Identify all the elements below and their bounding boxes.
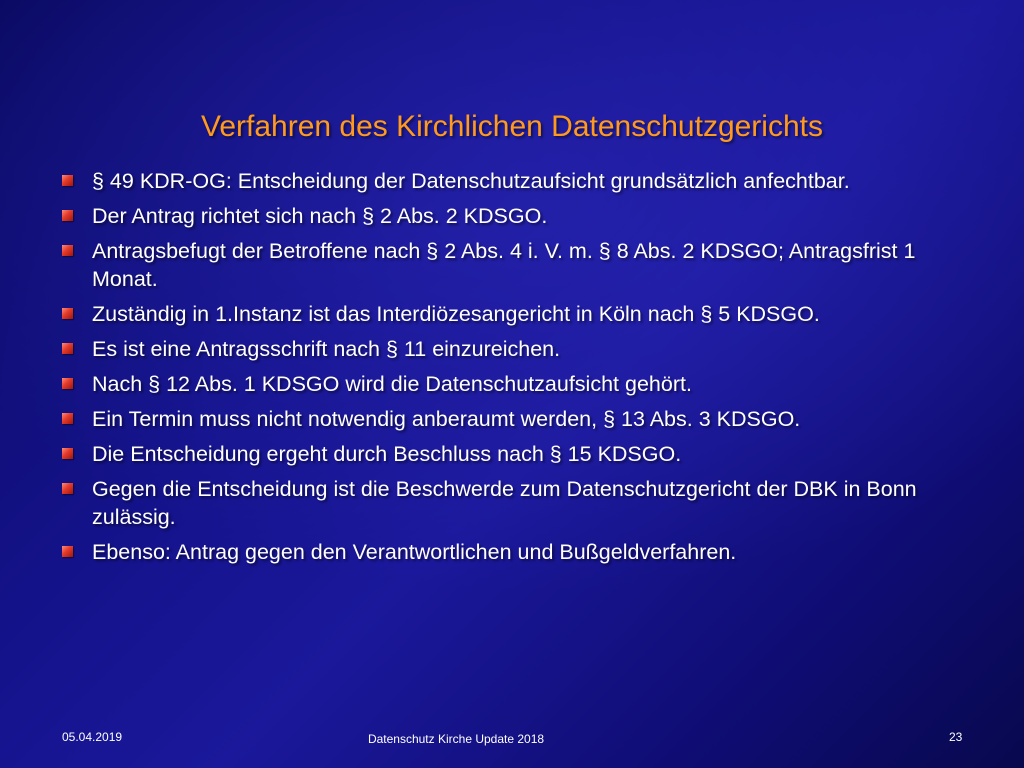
bullet-text: Die Entscheidung ergeht durch Beschluss nach § 15 KDSGO. <box>92 442 682 466</box>
bullet-text: Gegen die Entscheidung ist die Beschwerde zum Datenschutzgericht der DBK in Bonn zulässig. <box>92 477 917 529</box>
square-bullet-icon <box>62 175 73 186</box>
bullet-item <box>60 202 960 230</box>
footer-title: Datenschutz Kirche Update 2018 <box>367 732 545 746</box>
bullet-text: Zuständig in 1.Instanz ist das Interdiözesangericht in Köln nach § 5 KDSGO. <box>92 302 820 326</box>
square-bullet-icon <box>62 448 73 459</box>
bullet-item <box>60 440 960 468</box>
bullet-item <box>60 335 960 363</box>
bullet-text: Es ist eine Antragsschrift nach § 11 einzureichen. <box>92 337 561 361</box>
slide-number: 23 <box>949 730 963 744</box>
bullet-text: Ein Termin muss nicht notwendig anberaumt werden, § 13 Abs. 3 KDSGO. <box>92 407 801 431</box>
bullet-list <box>60 167 960 573</box>
bullet-item <box>60 405 960 433</box>
bullet-item <box>60 237 960 293</box>
footer-date: 05.04.2019 <box>62 730 123 744</box>
bullet-text: Ebenso: Antrag gegen den Verantwortlichen und Bußgeldverfahren. <box>92 540 737 564</box>
slide-title: Verfahren des Kirchlichen Datenschutzgerichts <box>200 110 823 143</box>
square-bullet-icon <box>62 245 73 256</box>
bullet-item <box>60 300 960 328</box>
bullet-text: Antragsbefugt der Betroffene nach § 2 Abs. 4 i. V. m. § 8 Abs. 2 KDSGO; Antragsfrist 1 Monat. <box>92 239 916 291</box>
square-bullet-icon <box>62 210 73 221</box>
bullet-item <box>60 167 960 195</box>
bullet-item <box>60 475 960 531</box>
square-bullet-icon <box>62 546 73 557</box>
square-bullet-icon <box>62 483 73 494</box>
square-bullet-icon <box>62 308 73 319</box>
bullet-text: § 49 KDR-OG: Entscheidung der Datenschutzaufsicht grundsätzlich anfechtbar. <box>92 169 850 193</box>
bullet-text: Nach § 12 Abs. 1 KDSGO wird die Datenschutzaufsicht gehört. <box>92 372 692 396</box>
square-bullet-icon <box>62 378 73 389</box>
bullet-item <box>60 370 960 398</box>
bullet-text: Der Antrag richtet sich nach § 2 Abs. 2 KDSGO. <box>92 204 548 228</box>
bullet-item <box>60 538 960 566</box>
square-bullet-icon <box>62 343 73 354</box>
square-bullet-icon <box>62 413 73 424</box>
